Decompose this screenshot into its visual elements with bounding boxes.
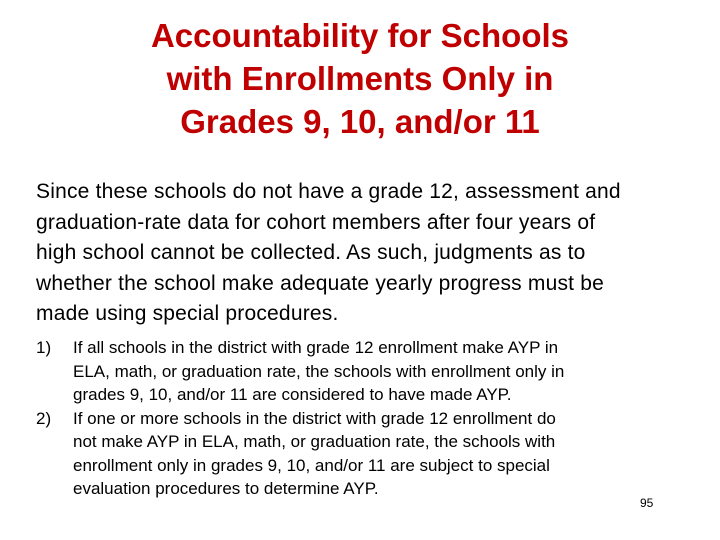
list-item-line: If one or more schools in the district with grade 12 enrollment do <box>73 408 556 428</box>
title-line: Grades 9, 10, and/or 11 <box>180 103 540 140</box>
paragraph-line: Since these schools do not have a grade 12, assessment and <box>36 180 621 203</box>
intro-paragraph <box>36 177 696 330</box>
list-item-line: If all schools in the district with grade 12 enrollment make AYP in <box>73 338 559 357</box>
list-item-line: evaluation procedures to determine AYP. <box>73 479 379 498</box>
list-item-line: not make AYP in ELA, math, or graduation rate, the schools with <box>73 432 556 451</box>
paragraph-line: high school cannot be collected. As such, judgments as to <box>36 241 586 264</box>
paragraph-line: graduation-rate data for cohort members after four years of <box>36 210 596 234</box>
page-number: 95 <box>640 496 654 510</box>
list-item-number: 1) <box>36 338 52 357</box>
procedure-list <box>36 336 676 501</box>
list-item-line: ELA, math, or graduation rate, the schools with enrollment only in <box>73 361 565 381</box>
paragraph-line: made using special procedures. <box>36 302 339 325</box>
slide-title <box>60 14 660 143</box>
title-line: with Enrollments Only in <box>166 60 554 97</box>
list-item-number: 2) <box>36 408 52 428</box>
paragraph-line: whether the school make adequate yearly progress must be <box>36 271 605 295</box>
list-item-line: enrollment only in grades 9, 10, and/or 11 are subject to special <box>73 455 550 475</box>
list-item <box>36 407 676 501</box>
list-item <box>36 336 676 407</box>
list-item-line: grades 9, 10, and/or 11 are considered to have made AYP. <box>73 385 512 404</box>
title-line: Accountability for Schools <box>150 17 570 54</box>
